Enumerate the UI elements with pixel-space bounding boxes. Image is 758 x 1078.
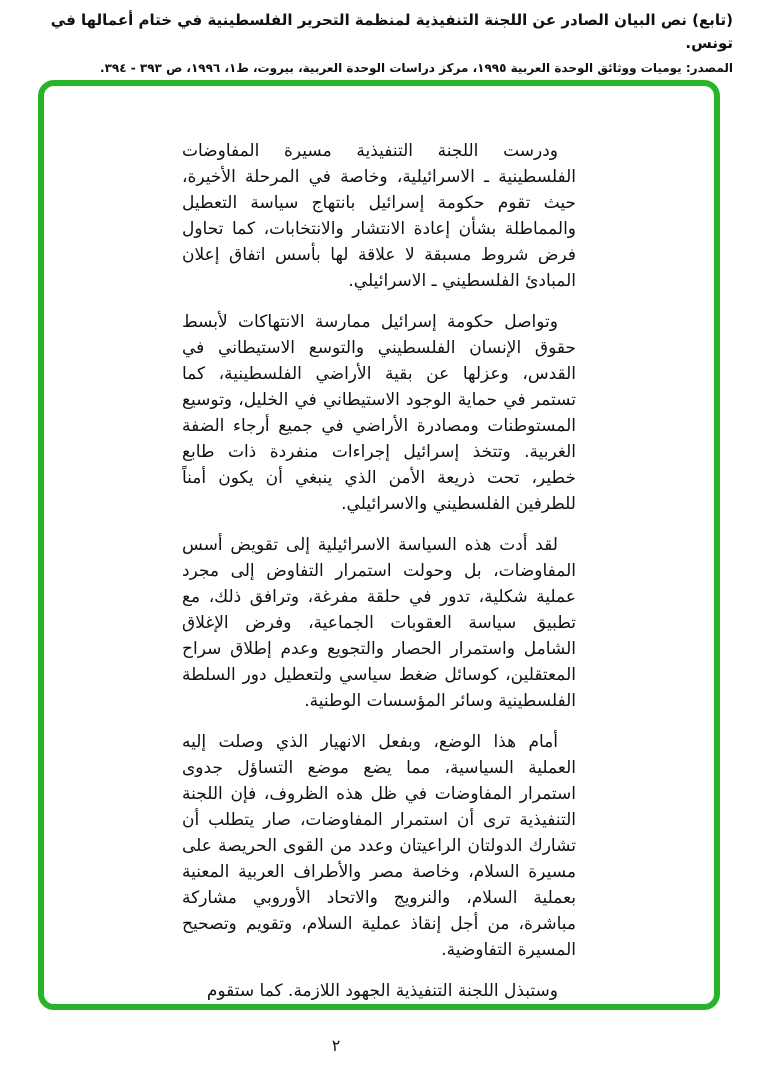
document-body	[182, 138, 576, 1004]
page-title: (تابع) نص البيان الصادر عن اللجنة التنفيذية لمنظمة التحرير الفلسطينية في ختام أعمالها في تونس.	[50, 11, 733, 52]
paragraph: لقد أدت هذه السياسة الاسرائيلية إلى تقويض أسس المفاوضات، بل وحولت استمرار التفاوض إلى مجرد عملية شكلية، تدور في حلقة مفرغة، وترافق ذلك، مع تطبيق سياسة العقوبات الجماعية، وفرض الإغلاق الشامل واستمرار الحصار والتجويع وعدم إطلاق سراح المعتقلين، كوسائل ضغط سياسي ولتعطيل دور السلطة الفلسطينية وسائر المؤسسات الوطنية.	[182, 535, 576, 711]
paragraph: ودرست اللجنة التنفيذية مسيرة المفاوضات الفلسطينية ـ الاسرائيلية، وخاصة في المرحلة الأخيرة، حيث تقوم حكومة إسرائيل بانتهاج سياسة التعطيل والمماطلة بشأن إعادة الانتشار والانتخابات، كما تحاول فرض شروط مسبقة لا علاقة لها بأسس اتفاق إعلان المبادئ الفلسطيني ـ الاسرائيلي.	[182, 141, 576, 291]
source-line: المصدر: يوميات ووثائق الوحدة العربية ١٩٩٥، مركز دراسات الوحدة العربية، بيروت، ط١، ١٩٩٦، ص ٣٩٣ - ٣٩٤.	[100, 61, 733, 75]
document-border-box	[38, 80, 720, 1010]
paragraph: أمام هذا الوضع، وبفعل الانهيار الذي وصلت إليه العملية السياسية، مما يضع موضع التساؤل جدوى استمرار المفاوضات في ظل هذه الظروف، فإن اللجنة التنفيذية ترى أن استمرار المفاوضات، صار يتطلب أن تشارك الدولتان الراعيتان وعدد من القوى الحريصة على مسيرة السلام، وخاصة مصر والأطراف العربية المعنية بعملية السلام، والنرويج والاتحاد الأوروبي مشاركة مباشرة، من أجل إنقاذ عملية السلام، وتقويم وتصحيح المسيرة التفاوضية.	[182, 732, 576, 960]
page-number: ٢	[331, 1036, 341, 1055]
paragraph: وتواصل حكومة إسرائيل ممارسة الانتهاكات لأبسط حقوق الإنسان الفلسطيني والتوسع الاستيطاني في القدس، وعزلها عن بقية الأراضي الفلسطينية، كما تستمر في حماية الوجود الاستيطاني في الخليل، وتوسيع المستوطنات ومصادرة الأراضي في جميع أرجاء الضفة الغربية. وتتخذ إسرائيل إجراءات منفردة ذات طابع خطير، تحت ذريعة الأمن الذي ينبغي أن يكون أمناً للطرفين الفلسطيني والاسرائيلي.	[182, 312, 576, 514]
document-header	[0, 0, 758, 77]
paragraph: وستبذل اللجنة التنفيذية الجهود اللازمة. كما ستقوم	[206, 981, 558, 1001]
